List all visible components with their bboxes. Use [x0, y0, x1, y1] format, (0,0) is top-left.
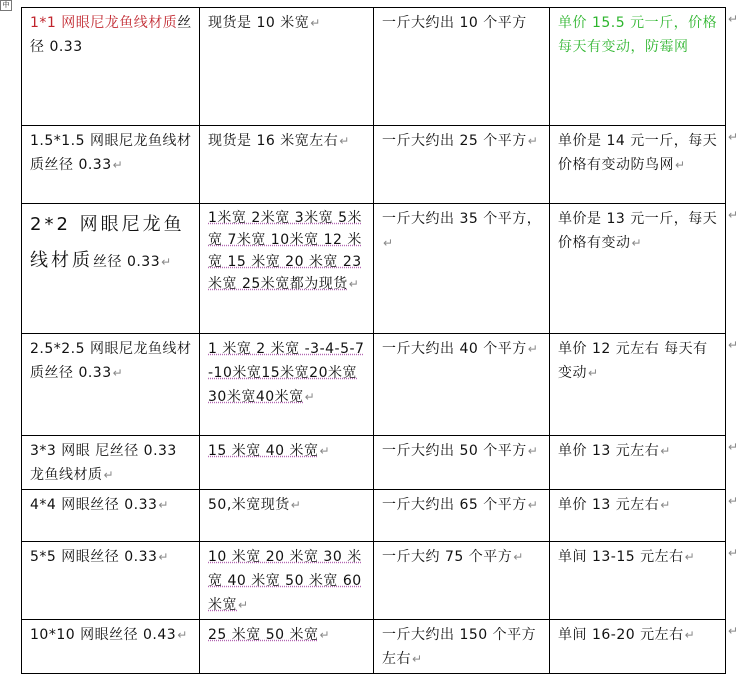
yield-cell[interactable]: 一斤大约出 40 个平方↵ [374, 334, 550, 436]
spec-cell[interactable]: 1.5*1.5 网眼尼龙鱼线材质丝径 0.33↵ [22, 126, 200, 204]
spec-text: 10*10 网眼丝径 0.43 [30, 627, 177, 643]
table-row [22, 334, 726, 436]
row-end-mark: ↵ [728, 493, 739, 508]
table-row [22, 620, 726, 674]
yield-text: 一斤大约出 10 个平方 [382, 15, 527, 31]
yield-text: 一斤大约出 25 个平方 [382, 133, 527, 149]
price-table [21, 7, 726, 674]
spec-text: 丝径 0.33 [93, 254, 161, 270]
spec-text: 4*4 网眼丝径 0.33 [30, 497, 158, 513]
spec-text: 1.5*1.5 网眼尼龙鱼线材质丝径 0.33 [30, 133, 192, 173]
yield-text: 一斤大约出 150 个平方左右 [382, 627, 537, 667]
price-cell[interactable]: 单间 13-15 元左右↵ [550, 542, 726, 620]
yield-cell[interactable]: 一斤大约出 35 个平方，↵ [374, 204, 550, 334]
spec-text: 3*3 网眼 尼丝径 0.33 龙鱼线材质 [30, 443, 177, 483]
price-text: 单价是 13 元一斤，每天价格有变动 [558, 211, 718, 251]
yield-cell[interactable]: 一斤大约 75 个平方↵ [374, 542, 550, 620]
spec-text-large: 2*2 网眼尼龙鱼线材质 [30, 214, 185, 271]
stock-text: 1 米宽 2 米宽 -3-4-5-7-10米宽15米宽20米宽 30米宽40米宽 [208, 341, 365, 405]
stock-text: 15 米宽 40 米宽 [208, 443, 319, 459]
table-anchor-icon[interactable]: 中 [0, 0, 12, 11]
yield-text: 一斤大约出 35 个平方， [382, 211, 542, 227]
yield-cell[interactable]: 一斤大约出 25 个平方↵ [374, 126, 550, 204]
spec-text-highlight: 1*1 网眼尼龙鱼线 [30, 15, 149, 31]
spec-cell[interactable]: 3*3 网眼 尼丝径 0.33 龙鱼线材质↵ [22, 436, 200, 490]
stock-cell[interactable]: 15 米宽 40 米宽↵ [200, 436, 374, 490]
yield-cell[interactable] [374, 8, 550, 126]
table-row [22, 8, 726, 126]
price-text: 单价 12 元左右 每天有变动 [558, 341, 708, 381]
row-end-mark: ↵ [728, 11, 739, 26]
yield-cell[interactable]: 一斤大约出 65 个平方↵ [374, 490, 550, 542]
stock-text: 10 米宽 20 米宽 30 米宽 40 米宽 50 米宽 60 米宽 [208, 549, 362, 613]
price-text: 单价 15.5 元一斤，价格每天有变动，防霉网 [558, 15, 718, 55]
spec-cell[interactable]: 1*1 网眼尼龙鱼线材质丝径 0.33 [22, 8, 200, 126]
row-end-mark: ↵ [728, 207, 739, 222]
row-end-mark: ↵ [728, 623, 739, 638]
price-text: 单价 13 元左右 [558, 443, 660, 459]
table-row [22, 436, 726, 490]
stock-cell[interactable]: 10 米宽 20 米宽 30 米宽 40 米宽 50 米宽 60 米宽↵ [200, 542, 374, 620]
table-row [22, 542, 726, 620]
price-text: 单价是 14 元一斤，每天价格有变动防鸟网 [558, 133, 718, 173]
spec-cell[interactable]: 5*5 网眼丝径 0.33↵ [22, 542, 200, 620]
price-cell[interactable]: 单间 16-20 元左右↵ [550, 620, 726, 674]
price-cell[interactable] [550, 8, 726, 126]
spec-cell[interactable]: 2*2 网眼尼龙鱼线材质丝径 0.33↵ [22, 204, 200, 334]
price-cell[interactable]: 单价是 13 元一斤，每天价格有变动↵ [550, 204, 726, 334]
stock-cell[interactable]: 25 米宽 50 米宽↵ [200, 620, 374, 674]
stock-text: 50,米宽现货 [208, 497, 290, 513]
stock-text: 25 米宽 50 米宽 [208, 627, 319, 643]
price-text: 单价 13 元左右 [558, 497, 660, 513]
yield-text: 一斤大约出 50 个平方 [382, 443, 527, 459]
stock-text: 现货是 16 米宽左右 [208, 133, 339, 149]
table-row [22, 490, 726, 542]
price-text: 单间 16-20 元左右 [558, 627, 684, 643]
stock-cell[interactable]: 现货是 10 米宽↵ [200, 8, 374, 126]
yield-text: 一斤大约 75 个平方 [382, 549, 513, 565]
spec-text: 2.5*2.5 网眼尼龙鱼线材质丝径 0.33 [30, 341, 192, 381]
stock-cell[interactable]: 1 米宽 2 米宽 -3-4-5-7-10米宽15米宽20米宽 30米宽40米宽↵ [200, 334, 374, 436]
row-end-mark: ↵ [728, 439, 739, 454]
price-cell[interactable]: 单价 13 元左右↵ [550, 490, 726, 542]
price-cell[interactable]: 单价 13 元左右↵ [550, 436, 726, 490]
price-cell[interactable]: 单价是 14 元一斤，每天价格有变动防鸟网↵ [550, 126, 726, 204]
stock-text: 1米宽 2米宽 3米宽 5米宽 7米宽 10米宽 12 米宽 15 米宽 20 米宽 23 米宽 25米宽都为现货 [208, 210, 362, 292]
row-end-mark: ↵ [728, 337, 739, 352]
price-text: 单间 13-15 元左右 [558, 549, 684, 565]
stock-cell[interactable]: 50,米宽现货↵ [200, 490, 374, 542]
stock-cell[interactable]: 现货是 16 米宽左右↵ [200, 126, 374, 204]
spec-text: 5*5 网眼丝径 0.33 [30, 549, 158, 565]
yield-text: 一斤大约出 65 个平方 [382, 497, 527, 513]
spec-cell[interactable]: 4*4 网眼丝径 0.33↵ [22, 490, 200, 542]
yield-cell[interactable]: 一斤大约出 150 个平方左右↵ [374, 620, 550, 674]
yield-cell[interactable]: 一斤大约出 50 个平方↵ [374, 436, 550, 490]
spec-cell[interactable]: 10*10 网眼丝径 0.43↵ [22, 620, 200, 674]
spec-cell[interactable]: 2.5*2.5 网眼尼龙鱼线材质丝径 0.33↵ [22, 334, 200, 436]
table-row [22, 126, 726, 204]
row-end-mark: ↵ [728, 545, 739, 560]
stock-text: 现货是 10 米宽 [208, 15, 310, 31]
stock-cell[interactable]: 1米宽 2米宽 3米宽 5米宽 7米宽 10米宽 12 米宽 15 米宽 20 米宽 23 米宽 25米宽都为现货↵ [200, 204, 374, 334]
price-cell[interactable]: 单价 12 元左右 每天有变动↵ [550, 334, 726, 436]
row-end-mark: ↵ [728, 129, 739, 144]
yield-text: 一斤大约出 40 个平方 [382, 341, 527, 357]
table-row [22, 204, 726, 334]
